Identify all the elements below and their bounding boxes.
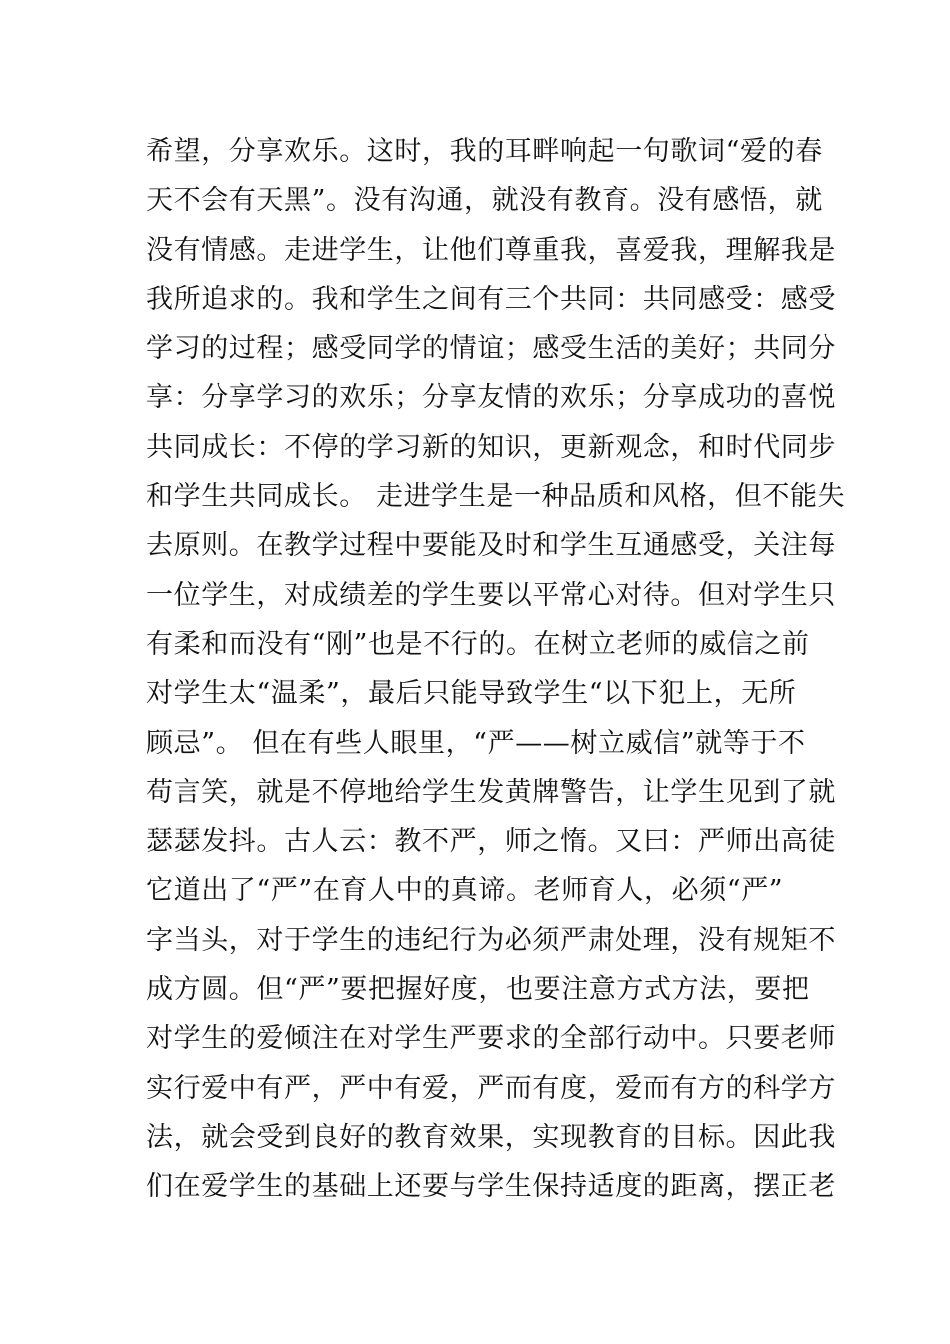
text-line: 字当头，对于学生的违纪行为必须严肃处理，没有规矩不 bbox=[146, 924, 836, 956]
text-line: 学习的过程；感受同学的情谊；感受生活的美好；共同分 bbox=[146, 333, 836, 365]
text-line: 天不会有天黑”。没有沟通，就没有教育。没有感悟，就 bbox=[146, 185, 823, 217]
text-line: 有柔和而没有“刚”也是不行的。在树立老师的威信之前 bbox=[146, 628, 810, 660]
text-line: 对学生太“温柔”，最后只能导致学生“以下犯上，无所 bbox=[146, 678, 797, 710]
text-line: 它道出了“严”在育人中的真谛。老师育人，必须“严” bbox=[146, 875, 784, 907]
text-line: 我所追求的。我和学生之间有三个共同：共同感受：感受 bbox=[146, 283, 836, 315]
text-line: 成方圆。但“严”要把握好度，也要注意方式方法，要把 bbox=[146, 974, 810, 1006]
body-text bbox=[146, 127, 846, 1212]
text-line: 瑟瑟发抖。古人云：教不严，师之惰。又曰：严师出高徒 bbox=[146, 826, 836, 858]
text-line: 对学生的爱倾注在对学生严要求的全部行动中。只要老师 bbox=[146, 1023, 836, 1055]
text-line: 共同成长：不停的学习新的知识，更新观念，和时代同步 bbox=[146, 431, 836, 463]
text-line: 苟言笑，就是不停地给学生发黄牌警告，让学生见到了就 bbox=[146, 776, 836, 808]
text-line: 们在爱学生的基础上还要与学生保持适度的距离，摆正老 bbox=[146, 1171, 836, 1203]
text-line: 一位学生，对成绩差的学生要以平常心对待。但对学生只 bbox=[146, 579, 836, 611]
text-line: 没有情感。走进学生，让他们尊重我，喜爱我，理解我是 bbox=[146, 234, 836, 266]
text-line: 去原则。在教学过程中要能及时和学生互通感受，关注每 bbox=[146, 530, 836, 562]
text-line: 享：分享学习的欢乐；分享友情的欢乐；分享成功的喜悦 bbox=[146, 382, 836, 414]
text-line: 希望，分享欢乐。这时，我的耳畔响起一句歌词“爱的春 bbox=[146, 136, 823, 167]
text-line: 实行爱中有严，严中有爱，严而有度，爱而有方的科学方 bbox=[146, 1072, 836, 1104]
text-line: 顾忌”。 但在有些人眼里，“严——树立威信”就等于不 bbox=[146, 727, 806, 759]
text-line: 和学生共同成长。 走进学生是一种品质和风格，但不能失 bbox=[146, 481, 846, 513]
text-line: 法，就会受到良好的教育效果，实现教育的目标。因此我 bbox=[146, 1121, 836, 1153]
